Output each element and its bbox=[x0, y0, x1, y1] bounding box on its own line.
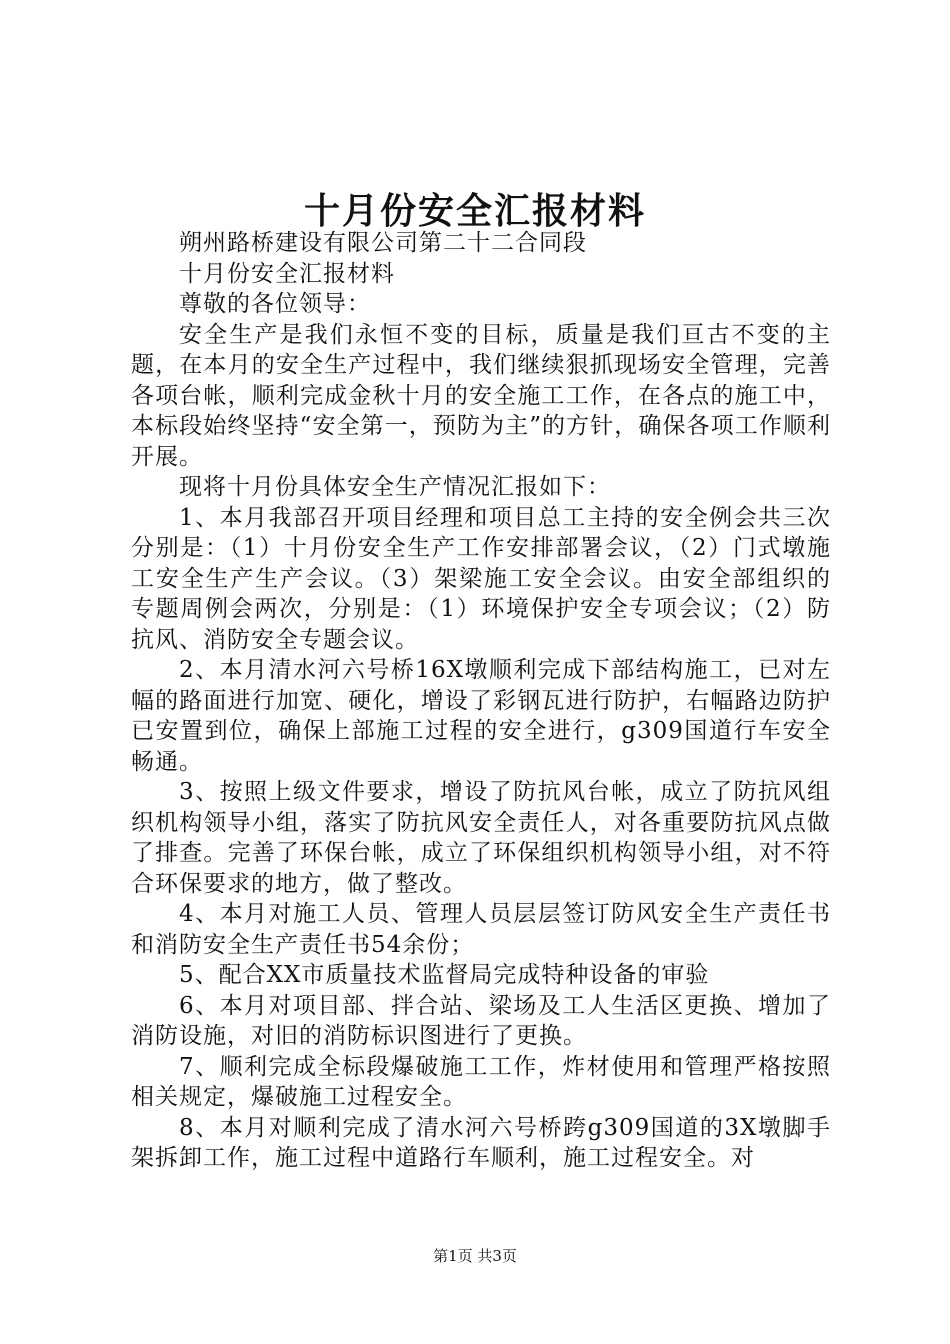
item-6: 6、本月对项目部、拌合站、梁场及工人生活区更换、增加了消防设施，对旧的消防标识图进行了更换。 bbox=[131, 992, 831, 1049]
item-1: 1、本月我部召开项目经理和项目总工主持的安全例会共三次分别是：（1）十月份安全生产工作安排部署会议，（2）门式墩施工安全生产生产会议。（3）架梁施工安全会议。由安全部组织的专题周例会两次，分别是：（1）环境保护安全专项会议；（2）防抗风、消防安全专题会议。 bbox=[131, 504, 831, 653]
item-5: 5、配合XX市质量技术监督局完成特种设备的审验 bbox=[179, 962, 710, 988]
item-2: 2、本月清水河六号桥16X墩顺利完成下部结构施工，已对左幅的路面进行加宽、硬化，增设了彩钢瓦进行防护，右幅路边防护已安置到位，确保上部施工过程的安全进行，g309国道行车安全畅通。 bbox=[131, 657, 831, 775]
company-line: 朔州路桥建设有限公司第二十二合同段 bbox=[179, 230, 587, 256]
document-title: 十月份安全汇报材料 bbox=[303, 190, 646, 232]
page-footer: 第1页 共3页 bbox=[433, 1247, 517, 1265]
intro-paragraph: 安全生产是我们永恒不变的目标，质量是我们亘古不变的主题，在本月的安全生产过程中，我们继续狠抓现场安全管理，完善各项台帐，顺利完成金秋十月的安全施工工作，在各点的施工中，本标段始终坚持“安全第一，预防为主”的方针，确保各项工作顺利开展。 bbox=[131, 321, 831, 470]
item-8: 8、本月对顺利完成了清水河六号桥跨g309国道的3X墩脚手架拆卸工作，施工过程中道路行车顺利，施工过程安全。对 bbox=[131, 1114, 831, 1171]
item-4: 4、本月对施工人员、管理人员层层签订防风安全生产责任书和消防安全生产责任书54余份； bbox=[131, 901, 831, 958]
salutation: 尊敬的各位领导： bbox=[179, 291, 371, 317]
item-7: 7、顺利完成全标段爆破施工工作，炸材使用和管理严格按照相关规定，爆破施工过程安全。 bbox=[131, 1053, 831, 1110]
subtitle-line: 十月份安全汇报材料 bbox=[179, 260, 395, 287]
document-body bbox=[131, 228, 831, 1174]
item-3: 3、按照上级文件要求，增设了防抗风台帐，成立了防抗风组织机构领导小组，落实了防抗风安全责任人，对各重要防抗风点做了排查。完善了环保台帐，成立了环保组织机构领导小组，对不符合环保要求的地方，做了整改。 bbox=[131, 779, 831, 897]
report-lead: 现将十月份具体安全生产情况汇报如下： bbox=[179, 474, 611, 500]
